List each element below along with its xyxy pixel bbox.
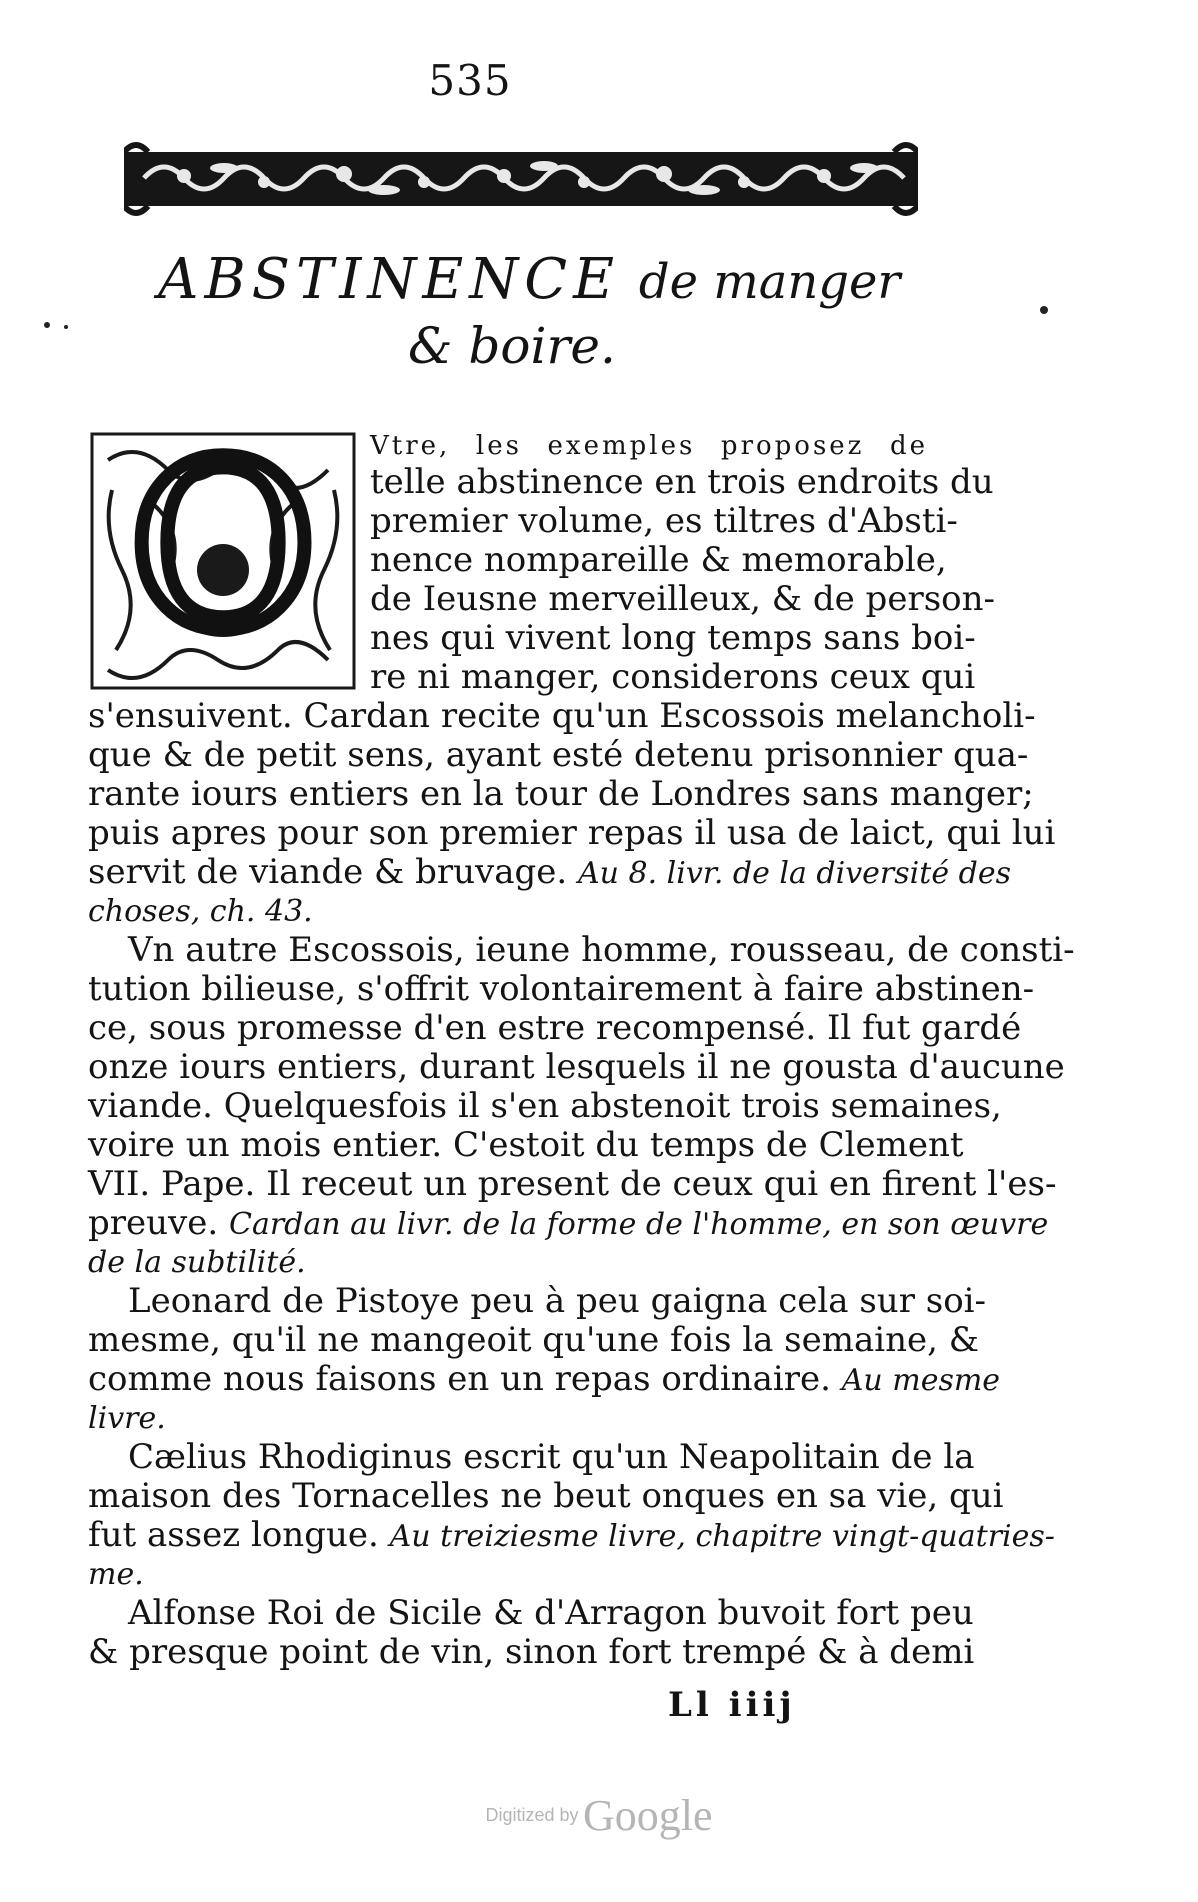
ink-speck bbox=[1040, 306, 1048, 314]
text-line: voire un mois entier. C'estoit du temps de Clement bbox=[88, 1125, 964, 1165]
text-line: rante iours entiers en la tour de Londres sans manger; bbox=[88, 774, 1034, 814]
text-line: viande. Quelquesfois il s'en abstenoit trois semaines, bbox=[88, 1086, 1002, 1126]
text-line: premier volume, es tiltres d'Absti- bbox=[370, 501, 958, 541]
text-line: re ni manger, considerons ceux qui bbox=[370, 657, 976, 697]
ink-speck bbox=[64, 325, 68, 329]
body-text bbox=[88, 424, 1075, 1672]
text-line: nes qui vivent long temps sans boi- bbox=[370, 618, 976, 658]
text-run: comme nous faisons en un repas ordinaire. bbox=[88, 1359, 831, 1399]
ink-speck bbox=[44, 322, 50, 328]
text-line bbox=[88, 1515, 1055, 1555]
text-line: mesme, qu'il ne mangeoit qu'une fois la semaine, & bbox=[88, 1320, 980, 1360]
text-line: que & de petit sens, ayant esté detenu prisonnier qua- bbox=[88, 735, 1029, 775]
text-line: & presque point de vin, sinon fort trempé & à demi bbox=[88, 1632, 975, 1672]
text-run: servit de viande & bruvage. bbox=[88, 852, 568, 892]
text-line bbox=[370, 424, 928, 463]
citation: Au 8. livr. de la diversité des bbox=[577, 856, 1011, 891]
citation: me. bbox=[88, 1557, 144, 1592]
text-line: s'ensuivent. Cardan recite qu'un Escossois melancholi- bbox=[88, 696, 1036, 736]
chapter-title-main: ABSTINENCE bbox=[158, 247, 621, 312]
text-run: preuve. bbox=[88, 1203, 219, 1243]
text-line: Cælius Rhodiginus escrit qu'un Neapolitain de la bbox=[128, 1437, 975, 1477]
chapter-title-rest: de manger bbox=[638, 254, 901, 310]
text-line bbox=[88, 852, 1011, 892]
text-line: Alfonse Roi de Sicile & d'Arragon buvoit fort peu bbox=[128, 1593, 974, 1633]
text-line: Vn autre Escossois, ieune homme, rousseau, de consti- bbox=[128, 930, 1075, 970]
text-line: telle abstinence en trois endroits du bbox=[370, 462, 994, 502]
watermark-prefix: Digitized by bbox=[485, 1805, 579, 1825]
digitization-watermark bbox=[0, 1790, 1198, 1841]
text-line: Leonard de Pistoye peu à peu gaigna cela sur soi- bbox=[128, 1281, 987, 1321]
chapter-title bbox=[158, 247, 918, 312]
text-line: ce, sous promesse d'en estre recompensé. Il fut gardé bbox=[88, 1008, 1022, 1048]
signature-mark: Ll iiij bbox=[668, 1685, 796, 1725]
ornamental-header-band bbox=[124, 138, 918, 220]
text-line: VII. Pape. Il receut un present de ceux qui en firent l'es- bbox=[88, 1164, 1057, 1204]
citation: choses, ch. 43. bbox=[88, 894, 313, 929]
citation: de la subtilité. bbox=[88, 1245, 306, 1280]
citation: Au mesme bbox=[841, 1363, 1001, 1398]
text-line: tution bilieuse, s'offrit volontairement à faire abstinen- bbox=[88, 969, 1035, 1009]
watermark-brand: Google bbox=[582, 1791, 713, 1840]
page-number: 535 bbox=[428, 56, 512, 105]
text-line bbox=[88, 1203, 1049, 1243]
text-line bbox=[88, 1359, 1001, 1399]
text-run: fut assez longue. bbox=[88, 1515, 379, 1555]
drop-cap: O bbox=[128, 430, 318, 681]
citation: Cardan au livr. de la forme de l'homme, en son œuvre bbox=[229, 1207, 1049, 1242]
text-line: onze iours entiers, durant lesquels il ne gousta d'aucune bbox=[88, 1047, 1065, 1087]
text-run: Vtre, les exemples proposez de bbox=[370, 431, 928, 461]
text-line: nence nompareille & memorable, bbox=[370, 540, 947, 580]
text-line: de Ieusne merveilleux, & de person- bbox=[370, 579, 995, 619]
text-line: maison des Tornacelles ne beut onques en sa vie, qui bbox=[88, 1476, 1004, 1516]
citation: livre. bbox=[88, 1401, 166, 1436]
chapter-subtitle: & boire. bbox=[408, 317, 616, 375]
citation: Au treiziesme livre, chapitre vingt-quatries- bbox=[389, 1519, 1055, 1554]
text-line: puis apres pour son premier repas il usa de laict, qui lui bbox=[88, 813, 1056, 853]
